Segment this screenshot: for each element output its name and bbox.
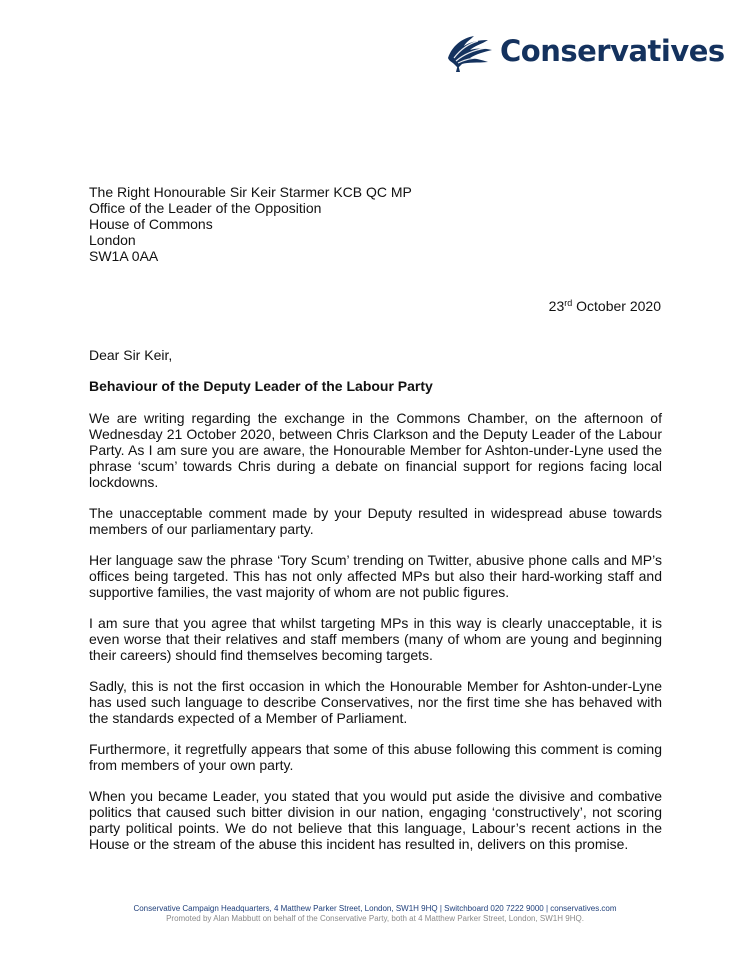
- body-paragraph: Sadly, this is not the first occasion in which the Honourable Member for Ashton-under-Lyne has used such language to describe Conservatives, nor the first time she has behaved with the standards expected of a Member of Parliament.: [89, 678, 662, 726]
- salutation: Dear Sir Keir,: [89, 347, 173, 363]
- address-line: Office of the Leader of the Opposition: [89, 200, 322, 216]
- body-paragraph: The unacceptable comment made by your Deputy resulted in widespread abuse towards members of our parliamentary party.: [89, 505, 662, 537]
- address-line: London: [89, 232, 136, 248]
- recipient-address: [89, 184, 412, 264]
- address-line: SW1A 0AA: [89, 248, 159, 264]
- body-paragraph: I am sure that you agree that whilst targeting MPs in this way is clearly unacceptable, it is even worse that their relatives and staff members (many of whom are young and beginning their careers) should find themselves becoming targets.: [89, 615, 662, 663]
- address-line: House of Commons: [89, 216, 213, 232]
- address-line: The Right Honourable Sir Keir Starmer KCB QC MP: [89, 184, 412, 200]
- date-day: 23: [548, 298, 565, 314]
- body-paragraph: We are writing regarding the exchange in the Commons Chamber, on the afternoon of Wednesday 21 October 2020, between Chris Clarkson and the Deputy Leader of the Labour Party. As I am sure you are aware, the Honourable Member for Ashton-under-Lyne used the phrase ‘scum’ towards Chris during a debate on financial support for regions facing local lockdowns.: [89, 410, 662, 490]
- torch-tree-icon: [444, 28, 496, 74]
- letter-body: [89, 410, 662, 867]
- footer-contact: Conservative Campaign Headquarters, 4 Matthew Parker Street, London, SW1H 9HQ | Switchboard 020 7222 9000 | conservatives.com: [133, 904, 617, 913]
- conservatives-logo: [444, 28, 725, 74]
- letter-date: [549, 298, 661, 314]
- body-paragraph: When you became Leader, you stated that you would put aside the divisive and combative politics that caused such bitter division in our nation, engaging ‘constructively’, not scoring party political points. We do not believe that this language, Labour’s recent actions in the House or the stream of the abuse this incident has resulted in, delivers on this promise.: [89, 788, 662, 852]
- date-month-year: October 2020: [572, 298, 661, 314]
- body-paragraph: Furthermore, it regretfully appears that some of this abuse following this comment is coming from members of your own party.: [89, 741, 662, 773]
- footer-imprint: Promoted by Alan Mabbutt on behalf of the Conservative Party, both at 4 Matthew Parker Street, London, SW1H 9HQ.: [166, 914, 584, 923]
- subject-line: Behaviour of the Deputy Leader of the Labour Party: [89, 378, 433, 394]
- logo-wordmark: Conservatives: [500, 34, 725, 68]
- date-suffix: rd: [564, 298, 573, 308]
- body-paragraph: Her language saw the phrase ‘Tory Scum’ trending on Twitter, abusive phone calls and MP’s offices being targeted. This has not only affected MPs but also their hard-working staff and supportive families, the vast majority of whom are not public figures.: [89, 552, 662, 600]
